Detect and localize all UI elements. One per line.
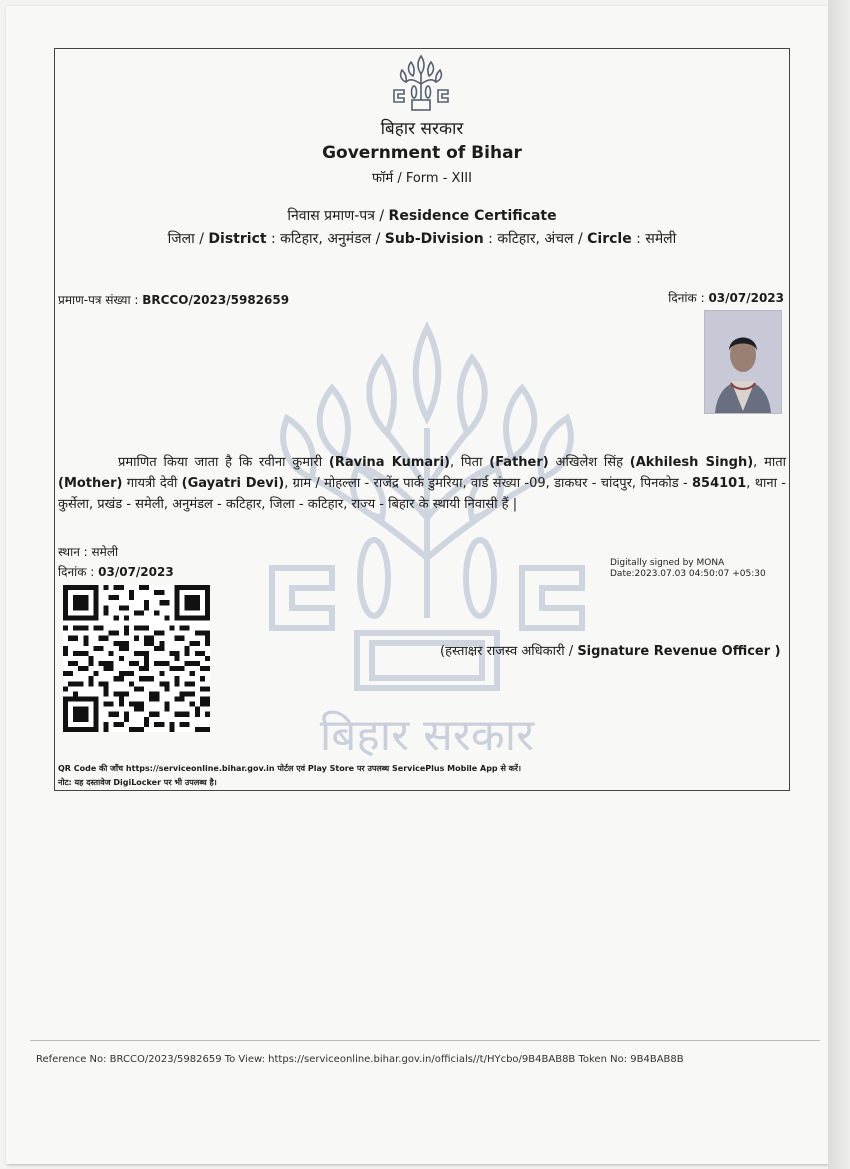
district-value: : कटिहार, bbox=[266, 231, 328, 247]
pincode: 854101 bbox=[691, 476, 747, 491]
bottom-date-label: दिनांक : bbox=[58, 565, 99, 579]
person-photo-icon bbox=[705, 311, 781, 413]
certificate-number-label: प्रमाण-पत्र संख्या : bbox=[58, 293, 143, 307]
district-label-en: District bbox=[208, 231, 267, 247]
circle-value: : समेली bbox=[631, 231, 677, 247]
bottom-date-value: 03/07/2023 bbox=[98, 565, 174, 579]
place: स्थान : समेली bbox=[58, 545, 119, 559]
district-label-hi: जिला / bbox=[167, 231, 209, 247]
watermark-text: बिहार सरकार bbox=[319, 710, 535, 761]
qr-code-icon bbox=[63, 585, 210, 732]
subdivision-value: : कटिहार, bbox=[483, 231, 545, 247]
certificate-heading bbox=[54, 206, 790, 225]
issue-date-value: 03/07/2023 bbox=[708, 291, 784, 305]
signature-label bbox=[440, 641, 781, 659]
body-text-2: , पिता bbox=[450, 455, 490, 470]
district-line bbox=[54, 229, 790, 248]
form-number bbox=[54, 168, 790, 186]
mother-label: (Mother) bbox=[58, 476, 123, 491]
paper-edge bbox=[828, 0, 850, 1169]
father-name-en: (Akhilesh Singh) bbox=[629, 455, 754, 470]
government-title: Government of Bihar bbox=[322, 143, 522, 163]
father-label: (Father) bbox=[489, 455, 549, 470]
body-text-1: प्रमाणित किया जाता है कि रवीना कुमारी bbox=[118, 455, 329, 470]
body-text-3: अखिलेश सिंह bbox=[548, 455, 630, 470]
certificate-number bbox=[58, 291, 289, 308]
subdivision-label-en: Sub-Division bbox=[384, 231, 484, 247]
digilocker-note: नोट: यह दस्तावेज DigiLocker पर भी उपलब्ध है। bbox=[58, 778, 217, 787]
digital-signature-name: Digitally signed by MONA bbox=[610, 558, 725, 568]
footer-divider bbox=[30, 1040, 820, 1041]
body-text-4: , माता bbox=[753, 455, 787, 470]
issue-date bbox=[668, 289, 784, 306]
subdivision-label-hi: अनुमंडल / bbox=[327, 231, 385, 247]
reference-line: Reference No: BRCCO/2023/5982659 To View: https://serviceonline.bihar.gov.in/officials//t/HYcbo/9B4BAB8B Token No: 9B4BAB8B bbox=[36, 1054, 684, 1065]
body-text-7: , थाना - कुर्सेला, प्रखंड - समेली, अनुमंडल - कटिहार, जिला - कटिहार, राज्य - बिहार के स्थायी निवासी हैं | bbox=[58, 476, 786, 512]
signature-label-hi: (हस्ताक्षर राजस्व अधिकारी / bbox=[440, 644, 578, 659]
certificate-heading-hi: निवास प्रमाण-पत्र / bbox=[287, 208, 389, 224]
digital-signature-date: Date:2023.07.03 04:50:07 +05:30 bbox=[610, 569, 766, 579]
body-text-5: गायत्री देवी bbox=[122, 476, 182, 491]
hindi-title: बिहार सरकार bbox=[380, 119, 464, 139]
certificate-body bbox=[58, 452, 786, 515]
mother-name-en: (Gayatri Devi) bbox=[181, 476, 285, 491]
issue-date-label: दिनांक : bbox=[668, 291, 709, 305]
bottom-date bbox=[58, 563, 174, 580]
body-text-6: , ग्राम / मोहल्ला - राजेंद्र पार्क डुमरिया, वार्ड संख्या -09, डाकघर - चांदपुर, पिनकोड - bbox=[284, 476, 692, 491]
qr-verification-note: QR Code की जाँच https://serviceonline.bihar.gov.in पोर्टल एवं Play Store पर उपलब्ध ServicePlus Mobile App से करें। bbox=[58, 764, 522, 773]
certificate-number-value: BRCCO/2023/5982659 bbox=[142, 293, 290, 307]
circle-label-en: Circle bbox=[587, 231, 632, 247]
certificate-heading-en: Residence Certificate bbox=[388, 208, 557, 224]
applicant-photo bbox=[704, 310, 782, 414]
form-number-text: फॉर्म / Form - XIII bbox=[372, 171, 472, 186]
bihar-emblem-logo bbox=[390, 52, 452, 114]
applicant-name-en: (Ravina Kumari) bbox=[328, 455, 450, 470]
circle-label-hi: अंचल / bbox=[544, 231, 588, 247]
signature-label-en: Signature Revenue Officer ) bbox=[577, 644, 781, 659]
